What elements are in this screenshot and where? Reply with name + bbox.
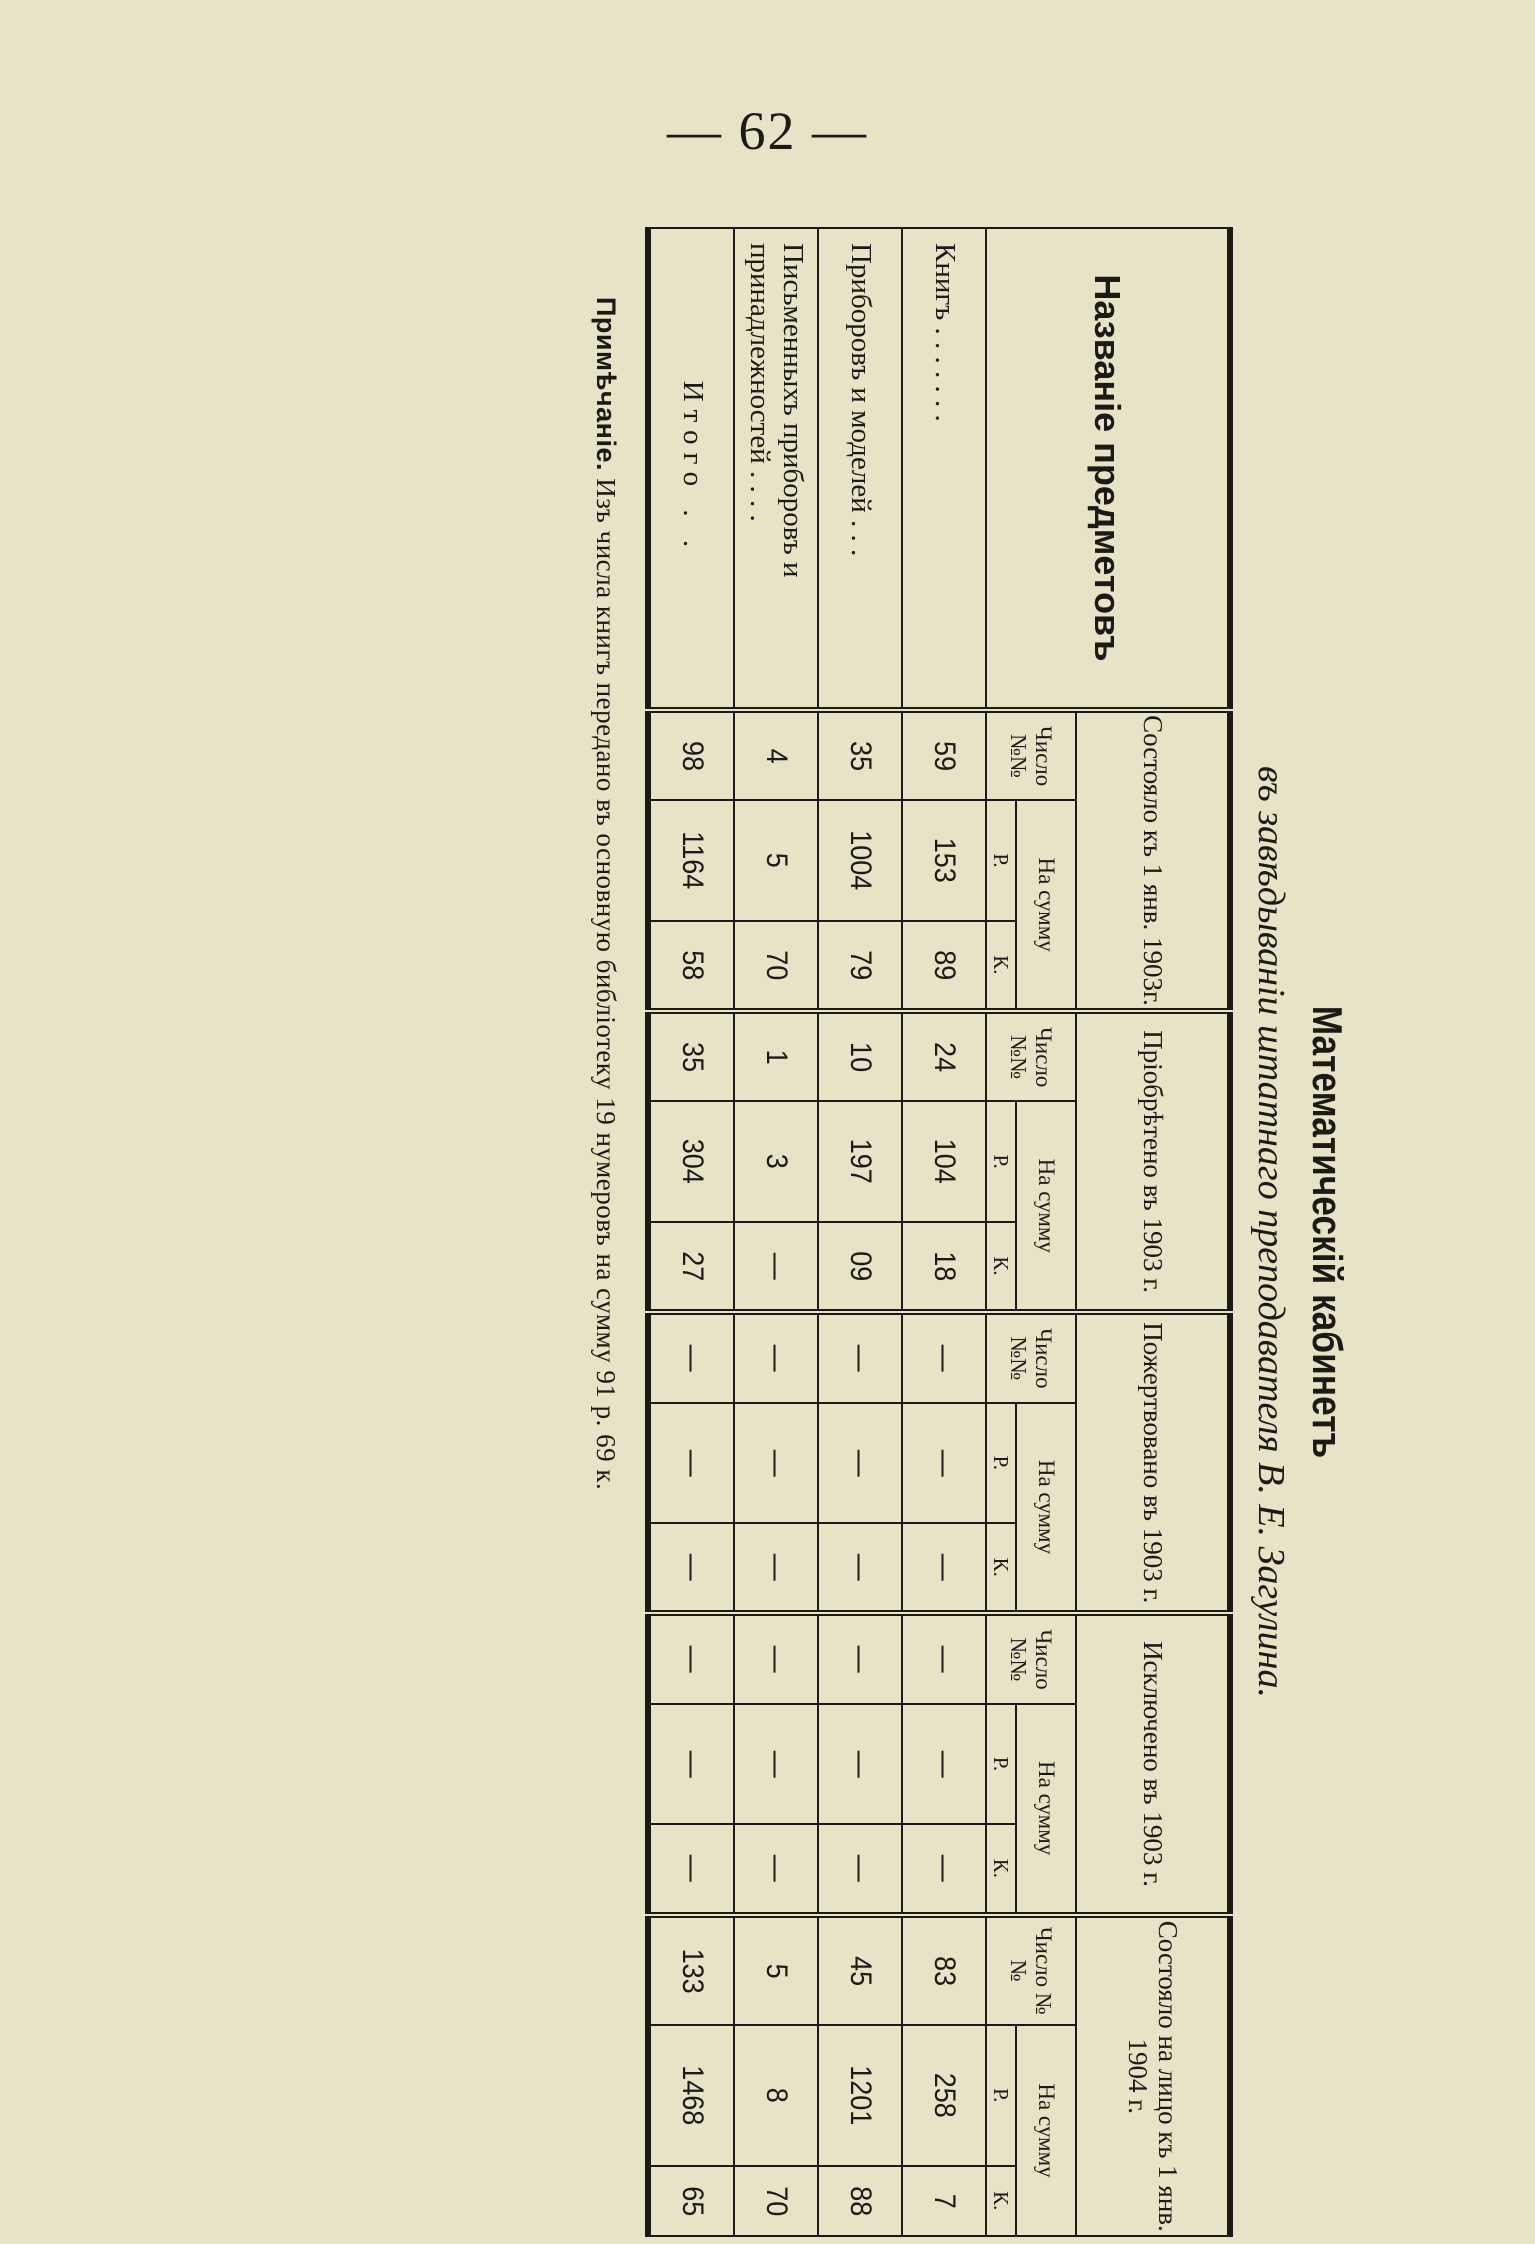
value-cell: — xyxy=(902,1710,986,1818)
value-cell: — xyxy=(818,1317,902,1398)
item-name-cell: Письменныхъ приборовъ и принадлежностей . . . . xyxy=(734,228,818,710)
rub-header: Р. xyxy=(986,800,1016,920)
value-cell: 59 xyxy=(902,714,986,795)
value-cell: — xyxy=(902,1317,986,1398)
kop-header: К. xyxy=(986,2166,1016,2236)
value-cell: — xyxy=(902,1618,986,1699)
value-cell: — xyxy=(818,1409,902,1517)
value-cell: — xyxy=(818,1710,902,1818)
group-header-acquired-1903: Пріобрѣтено въ 1903 г. xyxy=(1076,1011,1230,1312)
value-cell: 1164 xyxy=(648,806,734,914)
value-cell: — xyxy=(734,1710,818,1818)
value-cell: 5 xyxy=(734,806,818,914)
value-cell: 45 xyxy=(818,1920,902,2019)
value-cell: 1201 xyxy=(818,2032,902,2158)
value-cell: 4 xyxy=(734,714,818,795)
value-cell: — xyxy=(648,1829,734,1910)
value-cell: 58 xyxy=(648,925,734,1006)
value-cell: — xyxy=(648,1409,734,1517)
value-cell: — xyxy=(818,1618,902,1699)
value-cell: 7 xyxy=(902,2169,986,2232)
group-header-on-hand-1904: Состояло на лицо къ 1 янв. 1904 г. xyxy=(1076,1915,1230,2236)
table-row xyxy=(734,228,818,2236)
value-cell: 153 xyxy=(902,806,986,914)
value-cell: — xyxy=(902,1409,986,1517)
group-header-excluded-1903: Исключено въ 1903 г. xyxy=(1076,1613,1230,1914)
value-cell: 104 xyxy=(902,1107,986,1215)
value-cell: — xyxy=(734,1226,818,1307)
value-cell: 79 xyxy=(818,925,902,1006)
table-body xyxy=(648,228,986,2236)
page-subtitle: въ завѣдываніи штатнаго преподавателя В. Е. Загулина. xyxy=(1250,766,1292,1698)
rub-header: Р. xyxy=(986,1101,1016,1221)
rotated-table-page xyxy=(207,227,1357,2237)
item-name-cell: Книгъ . . . . . . . xyxy=(902,228,986,710)
table-row xyxy=(902,228,986,2236)
kop-header: К. xyxy=(986,921,1016,1011)
inventory-table xyxy=(645,227,1233,2237)
item-name-cell: Приборовъ и моделей . . . xyxy=(818,228,902,710)
footnote-label: Примѣчаніе. xyxy=(591,297,621,471)
value-cell: 70 xyxy=(734,925,818,1006)
value-cell: — xyxy=(818,1528,902,1609)
value-cell: — xyxy=(902,1528,986,1609)
value-cell: 24 xyxy=(902,1016,986,1097)
value-cell: — xyxy=(648,1528,734,1609)
sum-header: На сумму xyxy=(1016,2025,1076,2236)
value-cell: 10 xyxy=(818,1016,902,1097)
value-cell: — xyxy=(734,1317,818,1398)
group-header-start-1903: Состояло къ 1 янв. 1903г. xyxy=(1076,710,1230,1011)
value-cell: — xyxy=(818,1829,902,1910)
value-cell: 197 xyxy=(818,1107,902,1215)
value-cell: 258 xyxy=(902,2032,986,2158)
sum-header: На сумму xyxy=(1016,1403,1076,1614)
count-header: Число №№ xyxy=(986,710,1076,800)
sum-header: На сумму xyxy=(1016,1101,1076,1312)
value-cell: 98 xyxy=(648,714,734,795)
value-cell: 65 xyxy=(648,2169,734,2232)
rub-header: Р. xyxy=(986,1403,1016,1523)
value-cell: — xyxy=(734,1528,818,1609)
value-cell: 1004 xyxy=(818,806,902,914)
table-row xyxy=(818,228,902,2236)
group-header-donated-1903: Пожертвовано въ 1903 г. xyxy=(1076,1312,1230,1613)
value-cell: — xyxy=(734,1409,818,1517)
value-cell: — xyxy=(648,1317,734,1398)
value-cell: 83 xyxy=(902,1920,986,2019)
page-number: — 62 — xyxy=(667,101,868,161)
value-cell: 133 xyxy=(648,1920,734,2019)
count-header: Число №№ xyxy=(986,1011,1076,1101)
count-header: Число №№ xyxy=(986,1613,1076,1703)
footnote xyxy=(590,227,621,2237)
value-cell: — xyxy=(648,1710,734,1818)
value-cell: 8 xyxy=(734,2032,818,2158)
name-column-header: Названіе предметовъ xyxy=(986,228,1230,710)
value-cell: 5 xyxy=(734,1920,818,2019)
value-cell: 18 xyxy=(902,1226,986,1307)
sum-header: На сумму xyxy=(1016,1704,1076,1915)
value-cell: 1468 xyxy=(648,2032,734,2158)
rub-header: Р. xyxy=(986,1704,1016,1824)
value-cell: 304 xyxy=(648,1107,734,1215)
value-cell: — xyxy=(734,1618,818,1699)
sum-header: На сумму xyxy=(1016,800,1076,1011)
value-cell: 89 xyxy=(902,925,986,1006)
value-cell: 09 xyxy=(818,1226,902,1307)
kop-header: К. xyxy=(986,1523,1016,1613)
value-cell: 88 xyxy=(818,2169,902,2232)
total-row xyxy=(648,228,734,2236)
value-cell: 1 xyxy=(734,1016,818,1097)
value-cell: 70 xyxy=(734,2169,818,2232)
value-cell: 35 xyxy=(648,1016,734,1097)
value-cell: — xyxy=(648,1618,734,1699)
value-cell: 27 xyxy=(648,1226,734,1307)
kop-header: К. xyxy=(986,1222,1016,1312)
value-cell: 35 xyxy=(818,714,902,795)
value-cell: — xyxy=(902,1829,986,1910)
count-header: Число №№ xyxy=(986,1915,1076,2025)
item-name-cell: Итого . . xyxy=(648,228,734,710)
value-cell: 3 xyxy=(734,1107,818,1215)
footnote-text: Изъ числа книгъ передано въ основную библіотеку 19 нумеровъ на сумму 91 р. 69 к. xyxy=(591,478,621,1491)
count-header: Число №№ xyxy=(986,1312,1076,1402)
page-title: Математическій кабинетъ xyxy=(1304,1005,1351,1459)
rub-header: Р. xyxy=(986,2025,1016,2166)
value-cell: — xyxy=(734,1829,818,1910)
kop-header: К. xyxy=(986,1824,1016,1914)
